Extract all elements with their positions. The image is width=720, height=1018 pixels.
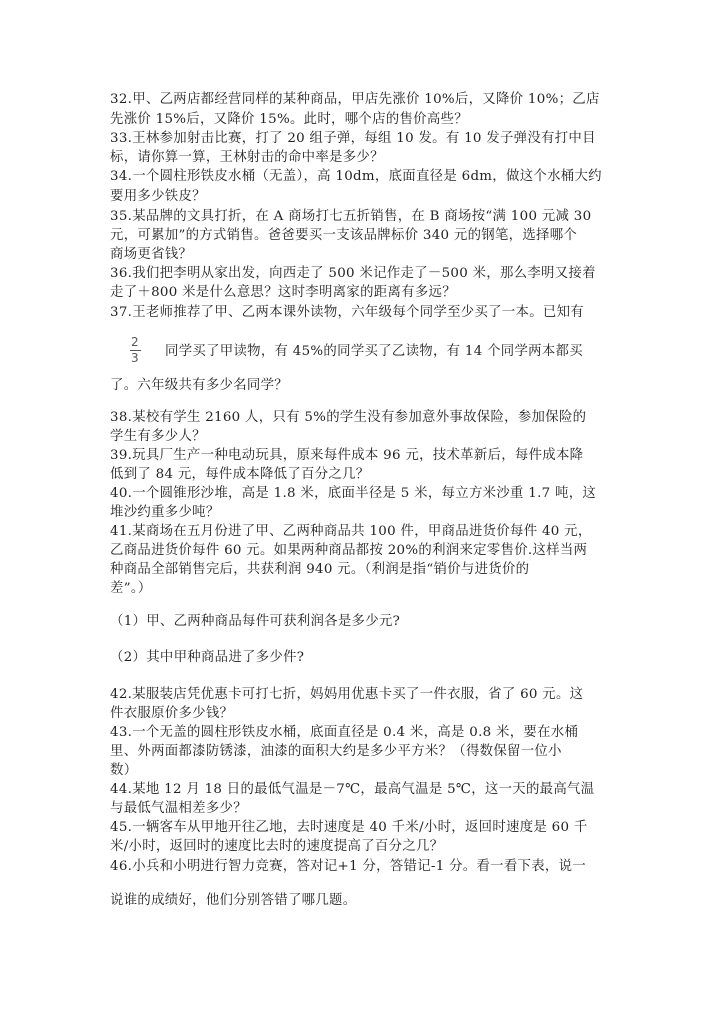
q36-line2: 走了＋800 米是什么意思？这时李明离家的距离有多远？ — [110, 285, 456, 300]
q43-line3: 数） — [110, 763, 138, 778]
q41-line2: 乙商品进货价每件 60 元。如果两种商品都按 20%的利润来定零售价.这样当两 — [110, 543, 588, 558]
q42-line1: 42.某服装店凭优惠卡可打七折，妈妈用优惠卡买了一件衣服，省了 60 元。这 — [110, 687, 584, 702]
fraction-numerator: 2 — [131, 335, 139, 349]
q33-line2: 标，请你算一算，王林射击的命中率是多少？ — [110, 150, 384, 165]
q41-line3: 种商品全部销售完后，共获利润 940 元。（利润是指“销价与进货价的 — [110, 562, 530, 577]
q42-line2: 件衣服原价多少钱？ — [110, 706, 234, 721]
q37-line1: 37.王老师推荐了甲、乙两本课外读物，六年级每个同学至少买了一本。已知有 — [110, 305, 584, 320]
q43-line1: 43.一个无盖的圆柱形铁皮水桶，底面直径是 0.4 米，高是 0.8 米，要在水桶 — [110, 725, 579, 740]
q40-line1: 40.一个圆锥形沙堆，高是 1.8 米，底面半径是 5 米，每立方米沙重 1.7 吨，这 — [110, 486, 597, 501]
fraction-denominator: 3 — [131, 351, 139, 365]
q41-sub1: （1）甲、乙两种商品每件可获利润各是多少元? — [110, 614, 401, 629]
q46-line1: 46.小兵和小明进行智力竞赛，答对记+1 分，答错记-1 分。看一看下表，说一 — [110, 859, 587, 874]
q34-line1: 34.一个圆柱形铁皮水桶（无盖），高 10dm，底面直径是 6dm，做这个水桶大约 — [110, 169, 602, 184]
q39-line2: 低到了 84 元，每件成本降低了百分之几？ — [110, 467, 370, 482]
q32-line2: 先涨价 15%后，又降价 15%。此时，哪个店的售价高些？ — [110, 112, 468, 127]
q41-line4: 差”。） — [110, 581, 152, 596]
q40-line2: 堆沙约重多少吨？ — [110, 505, 220, 520]
q37-line3: 了。六年级共有多少名同学？ — [110, 378, 288, 393]
q41-line1: 41.某商场在五月份进了甲、乙两种商品共 100 件，甲商品进货价每件 40 元， — [110, 524, 592, 539]
q35-line2: 元，可累加”的方式销售。爸爸要买一支该品牌标价 340 元的钢笔，选择哪个 — [110, 228, 578, 243]
q44-line1: 44.某地 12 月 18 日的最低气温是－7℃，最高气温是 5℃，这一天的最高气温 — [110, 782, 595, 797]
q36-line1: 36.我们把李明从家出发，向西走了 500 米记作走了－500 米，那么李明又接着 — [110, 266, 596, 281]
q32-line1: 32.甲、乙两店都经营同样的某种商品，甲店先涨价 10%后，又降价 10%；乙店 — [110, 92, 600, 107]
q43-line2: 里、外两面都漆防锈漆，油漆的面积大约是多少平方米？（得数保留一位小 — [110, 744, 562, 759]
q33-line1: 33.王林参加射击比赛，打了 20 组子弹，每组 10 发。有 10 发子弹没有打中目 — [110, 131, 596, 146]
q45-line1: 45.一辆客车从甲地开往乙地，去时速度是 40 千米/小时，返回时速度是 60 千 — [110, 820, 588, 835]
q46-line2: 说谁的成绩好，他们分别答错了哪几题。 — [110, 893, 357, 908]
q35-line1: 35.某品牌的文具打折，在 A 商场打七五折销售，在 B 商场按“满 100 元减 30 — [110, 209, 592, 224]
q38-line2: 学生有多少人？ — [110, 429, 206, 444]
q45-line2: 米/小时，返回时的速度比去时的速度提高了百分之几？ — [110, 839, 444, 854]
q37-line2: 同学买了甲读物，有 45%的同学买了乙读物，有 14 个同学两本都买 — [165, 344, 583, 359]
two-thirds-fraction — [126, 336, 144, 365]
q44-line2: 与最低气温相差多少？ — [110, 801, 247, 816]
q34-line2: 要用多少铁皮？ — [110, 189, 206, 204]
q41-sub2: （2）其中甲种商品进了多少件? — [110, 650, 305, 665]
q39-line1: 39.玩具厂生产一种电动玩具，原来每件成本 96 元，技术革新后，每件成本降 — [110, 448, 584, 463]
q38-line1: 38.某校有学生 2160 人，只有 5%的学生没有参加意外事故保险，参加保险的 — [110, 410, 587, 425]
q35-line3: 商场更省钱？ — [110, 247, 193, 262]
